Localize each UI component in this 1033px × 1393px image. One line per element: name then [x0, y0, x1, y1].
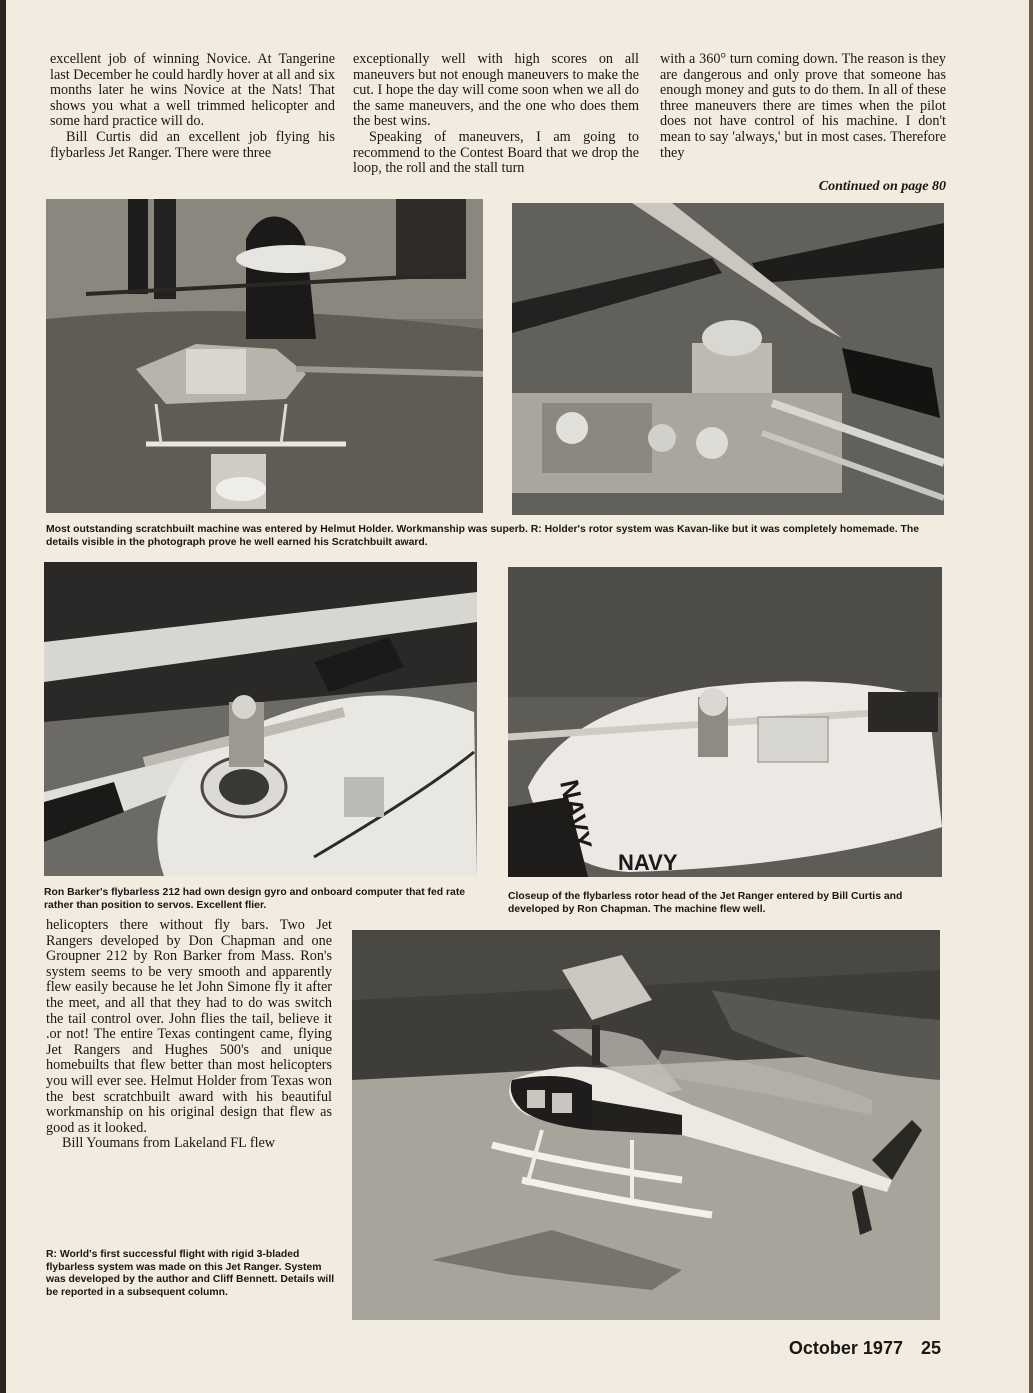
- caption-row2-left: Ron Barker's flybarless 212 had own design gyro and onboard computer that fed rate rather than position to servos. Excellent flier.: [44, 887, 466, 911]
- paragraph: with a 360° turn coming down. The reason is they are dangerous and only prove that someone has enough money and guts to do them. In all of these three maneuvers there are times when the pilot does not have control of his machine. I don't mean to say 'always,' but in most cases. Therefore they: [660, 51, 946, 161]
- caption-row2-right: Closeup of the flybarless rotor head of the Jet Ranger entered by Bill Curtis and developed by Ron Chapman. The machine flew well.: [508, 891, 903, 915]
- caption-bottom-left: R: World's first successful flight with rigid 3-bladed flybarless system was made on this Jet Ranger. System was developed by the author and Cliff Bennett. Details will be reported in a subsequent column.: [46, 1249, 335, 1298]
- paragraph: exceptionally well with high scores on all maneuvers but not enough maneuvers to make the cut. I hope the day will come soon when we all do the same maneuvers, and the one who does them the best wins.: [353, 51, 639, 130]
- paragraph: helicopters there without fly bars. Two Jet Rangers developed by Don Chapman and one Groupner 212 by Ron Barker from Mass. Ron's system seems to be very smooth and apparently flew easily because he let John Simone fly it after the meet, and all that they had to do was switch the tail control over. John flies the tail, believe it .or not! The entire Texas contingent came, flying Jet Rangers and Hughes 500's and unique homebuilts that flew better than most helicopters you will ever see. Helmut Holder from Texas won the best scratchbuilt award with his beautiful workmanship on his original design that flew as good as it looked.: [46, 917, 332, 1136]
- photo-scratchbuilt-helicopter: [46, 199, 483, 513]
- photo-rigid-3-bladed-jet-ranger: [352, 930, 940, 1320]
- paragraph: Speaking of maneuvers, I am going to recommend to the Contest Board that we drop the loop, the roll and the stall turn: [353, 128, 639, 177]
- text-column-3: [660, 52, 946, 161]
- caption-row1: Most outstanding scratchbuilt machine was entered by Helmut Holder. Workmanship was superb. R: Holder's rotor system was Kavan-like but it was completely homemade. The details visible in the photograph prove he well earned his Scratchbuilt award.: [46, 524, 919, 548]
- paragraph: Bill Curtis did an excellent job flying his flybarless Jet Ranger. There were three: [50, 128, 335, 161]
- issue-date: October 1977: [788, 1338, 903, 1358]
- photo-rotor-system-closeup: [512, 203, 944, 515]
- page-number: 25: [920, 1338, 941, 1358]
- photo-navy-jet-ranger-rotor-head: [508, 567, 942, 877]
- paragraph: excellent job of winning Novice. At Tangerine last December he could hardly hover at all and six months later he wins Novice at the Nats! That shows you what a well trimmed helicopter and some hard practice will do.: [50, 51, 335, 130]
- navy-marking-top: NAVY: [618, 850, 678, 875]
- photo-flybarless-212: [44, 562, 477, 876]
- paragraph: Bill Youmans from Lakeland FL flew: [62, 1135, 276, 1152]
- page-footer: [789, 1338, 941, 1359]
- navy-marking-side: NAVY: [554, 777, 599, 853]
- text-column-1: [50, 52, 335, 161]
- text-column-2: [353, 52, 639, 177]
- continued-note: Continued on page 80: [818, 179, 946, 194]
- text-column-bottom: [46, 918, 332, 1152]
